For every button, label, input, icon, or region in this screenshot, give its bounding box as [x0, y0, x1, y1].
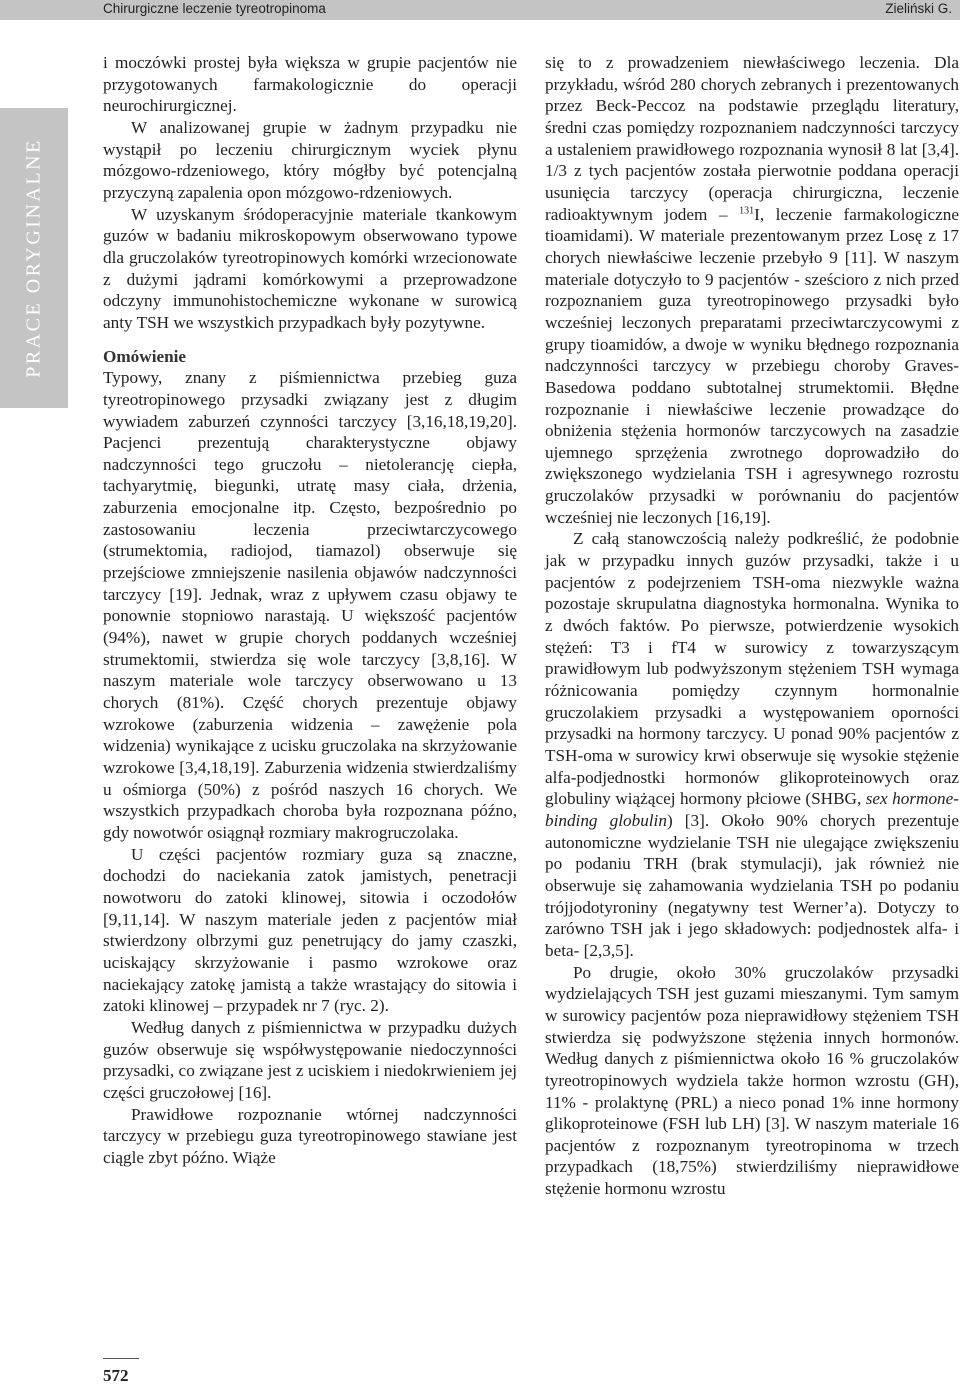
paragraph: Po drugie, około 30% gruczolaków przysadki wydzielających TSH jest guzami mieszanymi. Tym samym w surowicy pacjentów poza nieprawidłowy stężeniem TSH stwierdza się podwyższone stężenia innych hormonów. Według danych z piśmiennictwa około 16 % gruczolaków tyreotropinowych wydziela także hormon wzrostu (GH), 11% - prolaktynę (PRL) a nieco ponad 1% inne hormony glikoproteinowe (FSH lub LH) [3]. W naszym materiale 16 pacjentów z rozpoznanym tyreotropinoma w trzech przypadkach (18,75%) stwierdziliśmy nieprawidłowe stężenie hormonu wzrostu	[545, 962, 959, 1199]
page-number: 572	[103, 1366, 129, 1385]
italic-term: sex hormone-binding globulin	[545, 789, 959, 830]
text-run: I, leczenie farmakologiczne tioamidami). W materiale prezentowanym przez Losę z 17 chorych niewłaściwe leczenie przebyło 9 [11]. W naszym materiale dotyczyło to 9 pacjentów - sześcioro z nich przed rozpoznaniem guza tyreotropinowego przysadki było wcześniej leczonych preparatami przeciwtarczycowymi z grupy tioamidów, a dwoje w wyniku błędnego rozpoznania nadczynności tarczycy w przebiegu choroby Graves-Basedowa poddano subtotalnej strumektomii. Błędne rozpoznanie i niewłaściwe leczenie prowadzące do obniżenia stężenia hormonów tarczycowych na zasadzie ujemnego sprzężenia zwrotnego doprowadziło do zwiększonego wydzielania TSH i agresywnego rozrostu gruczolaków przysadki w porównaniu do pacjentów wcześniej nie leczonych [16,19].	[545, 204, 959, 527]
header-title: Chirurgiczne leczenie tyreotropinoma	[103, 1, 326, 16]
paragraph: W uzyskanym śródoperacyjnie materiale tkankowym guzów w badaniu mikroskopowym obserwowano typowe dla gruczolaków tyreotropinowych komórki wrzecionowate z dużymi jądrami komórkowymi a przeprowadzone odczyny immunohistochemiczne wykonane w surowicą anty TSH we wszystkich przypadkach były pozytywne.	[103, 204, 517, 332]
text-run: Z całą stanowczością należy podkreślić, że podobnie jak w przypadku innych guzów przysadki, także i u pacjentów z podejrzeniem TSH-oma niezwykle ważna pozostaje skrupulatna diagnostyka hormonalna. Wynika to z dwóch faktów. Po pierwsze, potwierdzenie wysokich stężeń: T3 i fT4 w surowicy z towarzyszącym prawidłowym lub podwyższonym stężeniem TSH wymaga różnicowania pomiędzy czynnym hormonalnie gruczolakiem przysadki a występowaniem oporności przysadki na hormony tarczycy. U ponad 90% pacjentów z TSH-oma w surowicy krwi obserwuje się wysokie stężenie alfa-podjednostki hormonów glikoproteinowych oraz globuliny wiążącej hormony płciowe (SHBG,	[545, 529, 959, 809]
isotope-superscript: 131	[739, 204, 755, 216]
section-sidebar-tab	[0, 108, 68, 408]
text-run: się to z prowadzeniem niewłaściwego leczenia. Dla przykładu, wśród 280 chorych zebranych i prezentowanych przez Beck-Peccoz na podstawie przeglądu literatury, średni czas pomiędzy rozpoznaniem nadczynności tarczycy a ustaleniem prawidłowego rozpoznania wynosił 8 lat [3,4]. 1/3 z tych pacjentów została pierwotnie poddana operacji usunięcia tarczycy (operacja chirurgiczna, leczenie radioaktywnym jodem –	[545, 53, 959, 224]
paragraph	[545, 52, 959, 528]
section-heading: Omówienie	[103, 346, 187, 366]
section-label: PRACE ORYGINALNE	[22, 138, 45, 378]
paragraph: Według danych z piśmiennictwa w przypadku dużych guzów obserwuje się współwystępowanie niedoczynności przysadki, co związane jest z uciskiem i niedokrwieniem jej części gruczołowej [16].	[103, 1017, 517, 1102]
paragraph: U części pacjentów rozmiary guza są znaczne, dochodzi do naciekania zatok jamistych, penetracji nowotworu do zatoki klinowej, sitowia i oczodołów [9,11,14]. W naszym materiale jeden z pacjentów miał stwierdzony olbrzymi guz penetrujący do jamy czaszki, uciskający skrzyżowanie i pasmo wzrokowe oraz naciekający zatokę jamistą a także wrastający do sitowia i zatoki klinowej – przypadek nr 7 (ryc. 2).	[103, 844, 517, 1016]
footer-rule	[103, 1358, 139, 1359]
paragraph	[545, 528, 959, 961]
running-header	[0, 0, 960, 20]
right-column	[545, 52, 959, 1200]
paragraph: Typowy, znany z piśmiennictwa przebieg guza tyreotropinowego przysadki związany jest z długim wywiadem zaburzeń czynności tarczycy [3,16,18,19,20]. Pacjenci prezentują charakterystyczne objawy nadczynności tego gruczołu – nietolerancję ciepła, tachyarytmię, biegunki, utratę masy ciała, drżenia, zaburzenia emocjonalne itp. Często, bezpośrednio po zastosowaniu leczenia przeciwtarczycowego (strumektomia, radiojod, tiamazol) obserwuje się przejściowe zmniejszenie nasilenia objawów nadczynności tarczycy [19]. Jednak, wraz z upływem czasu objawy te ponownie stopniowo narastają. U większość pacjentów (94%), nawet w grupie chorych poddanych wcześniej strumektomii, stwierdza się wole tarczycy [3,8,16]. W naszym materiale wole tarczycy obserwowano u 13 chorych (81%). Część chorych prezentuje objawy wzrokowe (zaburzenia widzenia – zawężenie pola widzenia) wynikające z ucisku gruczolaka na skrzyżowanie wzrokowe [3,4,18,19]. Zaburzenia widzenia stwierdzaliśmy u ośmiorga (50%) z pośród naszych 16 chorych. We wszystkich przypadkach choroba była rozpoznana późno, gdy nowotwór osiągnął rozmiary makrogruczolaka.	[103, 368, 517, 842]
text-run: ) [3]. Około 90% chorych prezentuje autonomiczne wydzielanie TSH nie ulegające zwiększeniu po podaniu TRH (brak stymulacji), jak również nie obserwuje się zahamowania wydzielania TSH po podaniu trójjodotyroniny (negatywny test Werner’a). Dotyczy to zarówno TSH jak i jego składowych: podjednostek alfa- i beta- [2,3,5].	[545, 810, 959, 960]
paragraph: W analizowanej grupie w żadnym przypadku nie wystąpił po leczeniu chirurgicznym wyciek płynu mózgowo-rdzeniowego, który mógłby być potencjalną przyczyną zapalenia opon mózgowo-rdzeniowych.	[103, 117, 517, 202]
paragraph: Prawidłowe rozpoznanie wtórnej nadczynności tarczycy w przebiegu guza tyreotropinowego stawiane jest ciągle zbyt późno. Wiąże	[103, 1104, 517, 1167]
header-author: Zieliński G.	[885, 1, 952, 16]
left-column	[103, 52, 517, 1168]
paragraph: i moczówki prostej była większa w grupie pacjentów nie przygotowanych farmakologicznie do operacji neurochirurgicznej.	[103, 53, 517, 116]
